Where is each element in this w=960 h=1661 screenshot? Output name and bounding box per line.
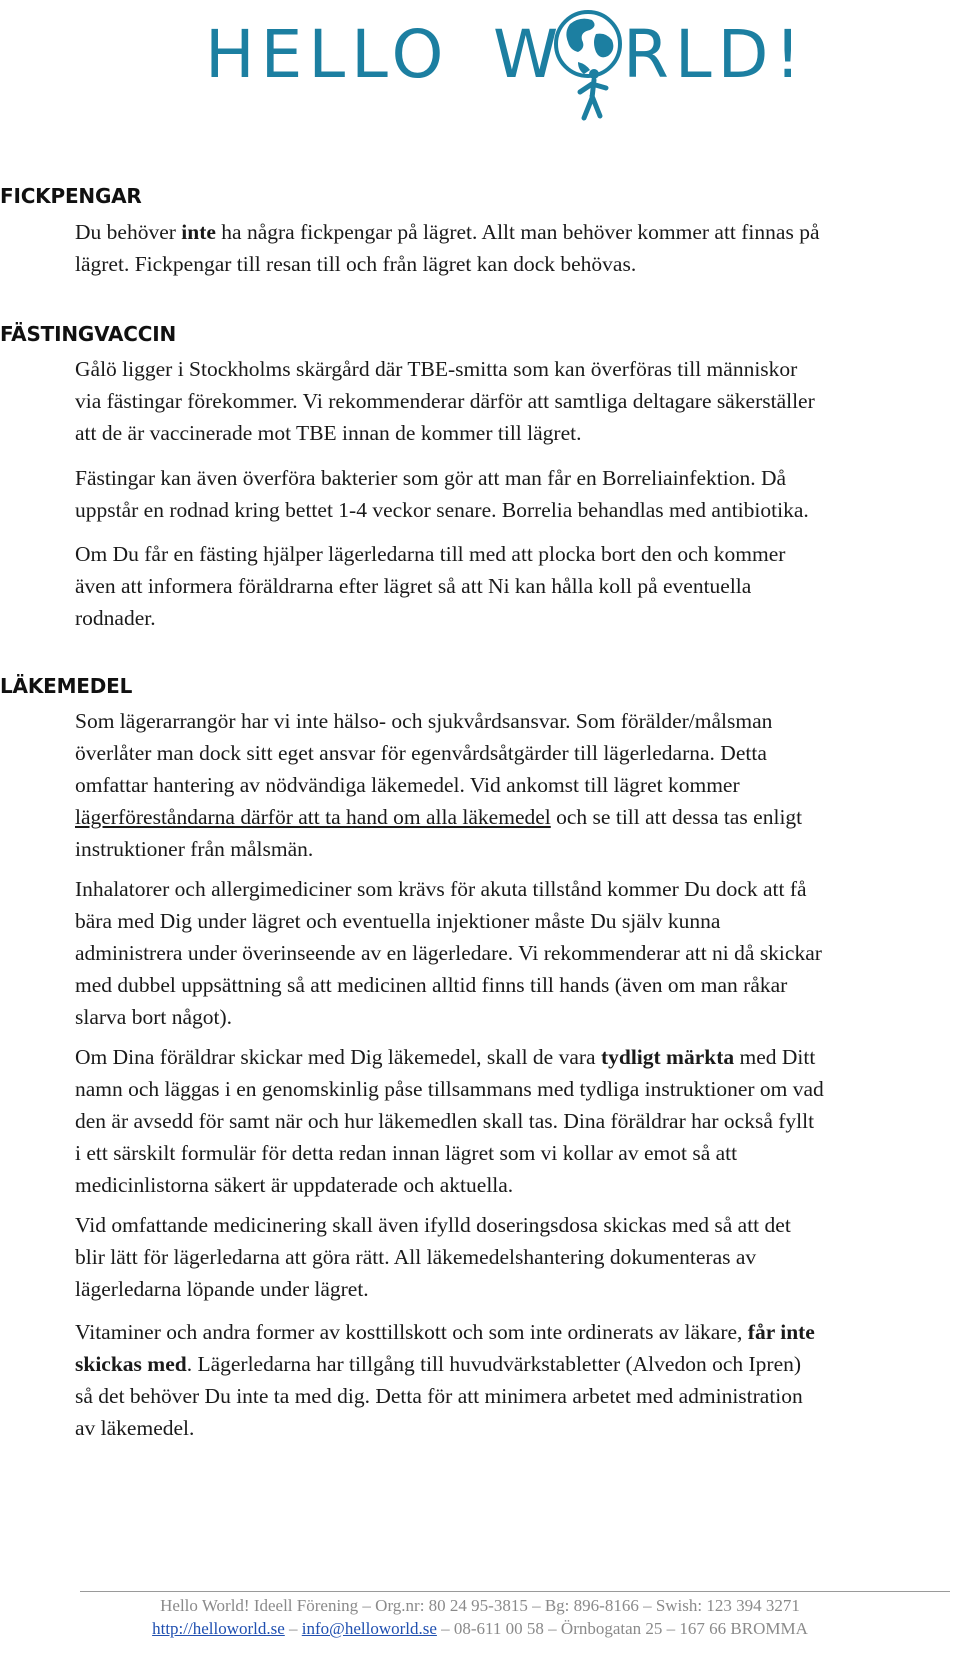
text-line: lägret. Fickpengar till resan till och från lägret kan dock behövas. <box>75 252 637 276</box>
paragraph-lakemedel-5 <box>75 1316 960 1444</box>
logo-text-rld: RLD! <box>623 16 807 93</box>
heading-fastingvaccin: FÄSTINGVACCIN <box>0 322 177 346</box>
footer-divider <box>80 1591 950 1592</box>
text-line: lägerföreståndarna därför att ta hand om alla läkemedel och se till att dessa tas enligt <box>75 805 803 829</box>
text-line: Fästingar kan även överföra bakterier som gör att man får en Borreliainfektion. Då <box>75 466 787 490</box>
text-line: slarva bort något). <box>75 1005 233 1029</box>
hello-world-logo <box>205 2 807 126</box>
text-line: Vid omfattande medicinering skall även ifylld doseringsdosa skickas med så att det <box>75 1213 791 1237</box>
text-line: så det behöver Du inte ta med dig. Detta för att minimera arbetet med administration <box>75 1384 803 1408</box>
text-line: Inhalatorer och allergimediciner som krävs för akuta tillstånd kommer Du dock att få <box>75 877 807 901</box>
logo-text-w: W <box>493 16 565 93</box>
text-line: med dubbel uppsättning så att medicinen alltid finns till hands (även om man råkar <box>75 973 788 997</box>
text-line: skickas med. Lägerledarna har tillgång till huvudvärkstabletter (Alvedon och Ipren) <box>75 1352 802 1376</box>
text-line: rodnader. <box>75 606 156 630</box>
globe-person-icon <box>548 4 630 124</box>
text-line: uppstår en rodnad kring bettet 1-4 veckor senare. Borrelia behandlas med antibiotika. <box>75 498 809 522</box>
text-line: administrera under överinseende av en lägerledare. Vi rekommenderar att ni då skickar <box>75 941 822 965</box>
text-line: namn och läggas i en genomskinlig påse tillsammans med tydliga instruktioner om vad <box>75 1077 824 1101</box>
text-line: Om Dina föräldrar skickar med Dig läkemedel, skall de vara tydligt märkta med Ditt <box>75 1045 816 1069</box>
text-line: Om Du får en fästing hjälper lägerledarna till med att plocka bort den och kommer <box>75 542 786 566</box>
text-line: Du behöver inte ha några fickpengar på lägret. Allt man behöver kommer att finnas på <box>75 220 820 244</box>
text-line: Vitaminer och andra former av kosttillskott och som inte ordinerats av läkare, får inte <box>75 1320 815 1344</box>
text-line: även att informera föräldrarna efter lägret så att Ni kan hålla koll på eventuella <box>75 574 752 598</box>
underlined-text: lägerföreståndarna därför att ta hand om alla läkemedel <box>75 805 551 829</box>
text-line: omfattar hantering av nödvändiga läkemedel. Vid ankomst till lägret kommer <box>75 773 740 797</box>
text-line: av läkemedel. <box>75 1416 195 1440</box>
text-line: blir lätt för lägerledarna att göra rätt. All läkemedelshantering dokumenteras av <box>75 1245 757 1269</box>
text-line: instruktioner från målsmän. <box>75 837 314 861</box>
logo-text-hello: HELLO <box>205 16 450 93</box>
text-line: bära med Dig under lägret och eventuella injektioner måste Du själv kunna <box>75 909 721 933</box>
text-line: Gålö ligger i Stockholms skärgård där TBE-smitta som kan överföras till människor <box>75 357 798 381</box>
text-line: överlåter man dock sitt eget ansvar för egenvårdsåtgärder till lägerledarna. Detta <box>75 741 767 765</box>
email-link[interactable]: info@helloworld.se <box>301 1619 437 1638</box>
text-line: lägerledarna löpande under lägret. <box>75 1277 369 1301</box>
paragraph-fastingvaccin-3 <box>75 538 960 634</box>
text-line: Som lägerarrangör har vi inte hälso- och sjukvårdsansvar. Som förälder/målsman <box>75 709 773 733</box>
paragraph-lakemedel-3 <box>75 1041 960 1201</box>
text-line: i ett särskilt formulär för detta redan innan lägret som vi kollar av emot så att <box>75 1141 738 1165</box>
heading-fickpengar: FICKPENGAR <box>0 184 142 208</box>
text-line: den är avsedd för samt när och hur läkemedlen skall tas. Dina föräldrar har också fyllt <box>75 1109 815 1133</box>
text-line: att de är vaccinerade mot TBE innan de kommer till lägret. <box>75 421 582 445</box>
paragraph-fastingvaccin-1 <box>75 353 960 449</box>
website-link[interactable]: http://helloworld.se <box>152 1619 285 1638</box>
footer-org-info: Hello World! Ideell Förening – Org.nr: 80 24 95-3815 – Bg: 896-8166 – Swish: 123 394 3271 <box>160 1596 800 1615</box>
paragraph-fickpengar <box>75 216 960 280</box>
paragraph-lakemedel-2 <box>75 873 960 1033</box>
text-line: medicinlistorna säkert är uppdaterade och aktuella. <box>75 1173 514 1197</box>
paragraph-fastingvaccin-2 <box>75 462 960 526</box>
paragraph-lakemedel-1 <box>75 705 960 865</box>
text-line: via fästingar förekommer. Vi rekommenderar därför att samtliga deltagare säkerställer <box>75 389 815 413</box>
paragraph-lakemedel-4 <box>75 1209 960 1305</box>
footer-contact: http://helloworld.se – info@helloworld.se – 08-611 00 58 – Örnbogatan 25 – 167 66 BROMMA <box>152 1619 808 1638</box>
heading-lakemedel: LÄKEMEDEL <box>0 674 133 698</box>
